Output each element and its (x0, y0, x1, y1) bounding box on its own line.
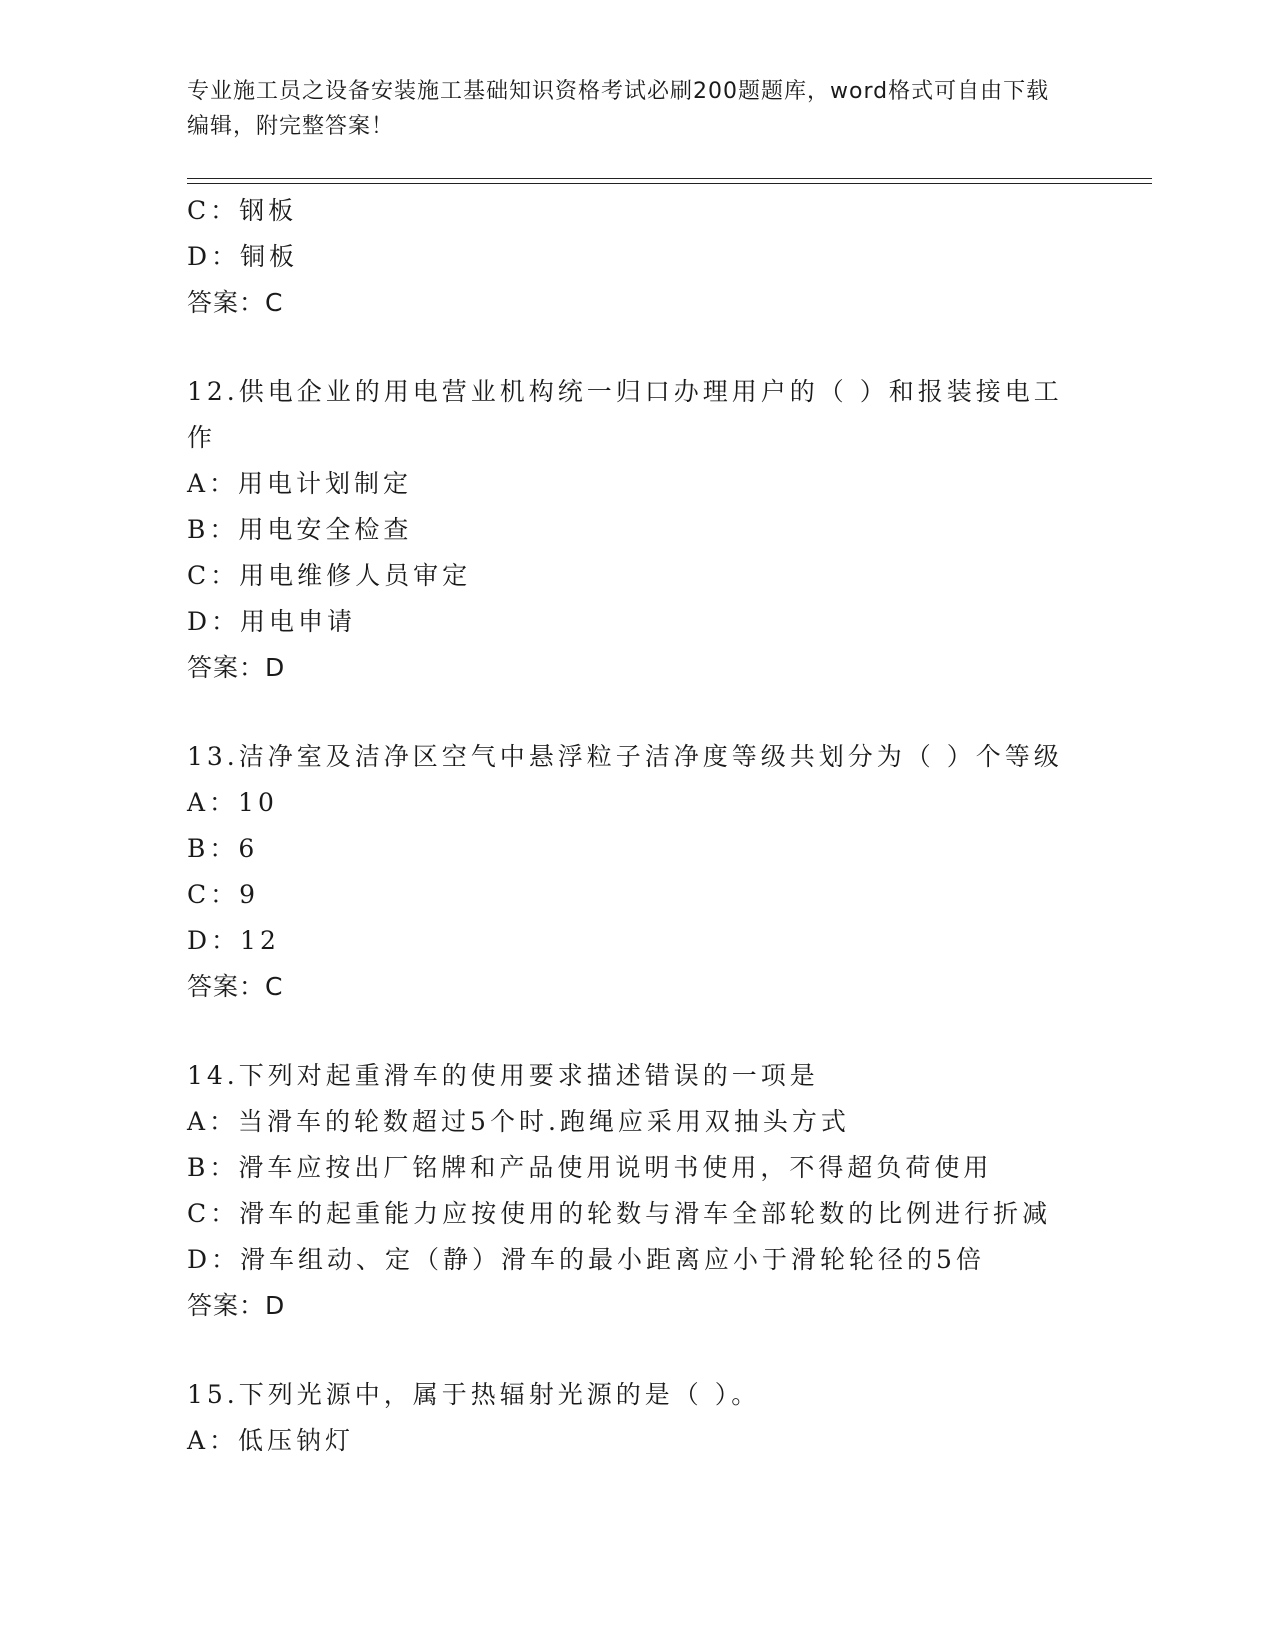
answer-line: 答案：C (187, 288, 284, 317)
question-12 (187, 369, 1087, 691)
question-text: 12.供电企业的用电营业机构统一归口办理用户的（ ）和报装接电工作 (187, 377, 1063, 452)
question-15 (187, 1372, 1087, 1464)
question-text: 15.下列光源中，属于热辐射光源的是（ ）。 (187, 1380, 761, 1409)
option-c: C：钢板 (187, 196, 298, 225)
header-rule-top (187, 178, 1152, 179)
answer-line: 答案：D (187, 653, 286, 682)
option-b: B：6 (187, 834, 259, 863)
option-a: A：10 (187, 788, 278, 817)
option-d: D：12 (187, 926, 280, 955)
option-d: D：滑车组动、定（静）滑车的最小距离应小于滑轮轮径的5倍 (187, 1245, 985, 1274)
partial-question (187, 188, 1087, 326)
question-13 (187, 734, 1087, 1010)
spacer (187, 1010, 1087, 1053)
option-d: D：用电申请 (187, 607, 357, 636)
option-d: D：铜板 (187, 242, 299, 271)
option-c: C：滑车的起重能力应按使用的轮数与滑车全部轮数的比例进行折减 (187, 1199, 1052, 1228)
question-list (187, 188, 1087, 1464)
option-b: B：用电安全检查 (187, 515, 413, 544)
option-a: A：用电计划制定 (187, 469, 413, 498)
option-a: A：当滑车的轮数超过5个时.跑绳应采用双抽头方式 (187, 1107, 850, 1136)
spacer (187, 691, 1087, 734)
header-rule-bottom (187, 183, 1152, 184)
option-b: B：滑车应按出厂铭牌和产品使用说明书使用，不得超负荷使用 (187, 1153, 993, 1182)
answer-line: 答案：C (187, 972, 284, 1001)
question-text: 14.下列对起重滑车的使用要求描述错误的一项是 (187, 1061, 819, 1090)
document-header: 专业施工员之设备安装施工基础知识资格考试必刷200题题库，word格式可自由下载编辑，附完整答案！ (187, 79, 1050, 139)
spacer (187, 326, 1087, 369)
option-c: C：用电维修人员审定 (187, 561, 472, 590)
option-a: A：低压钠灯 (187, 1426, 355, 1455)
question-text: 13.洁净室及洁净区空气中悬浮粒子洁净度等级共划分为（ ）个等级 (187, 742, 1063, 771)
spacer (187, 1329, 1087, 1372)
answer-line: 答案：D (187, 1291, 286, 1320)
option-c: C：9 (187, 880, 260, 909)
question-14 (187, 1053, 1087, 1329)
